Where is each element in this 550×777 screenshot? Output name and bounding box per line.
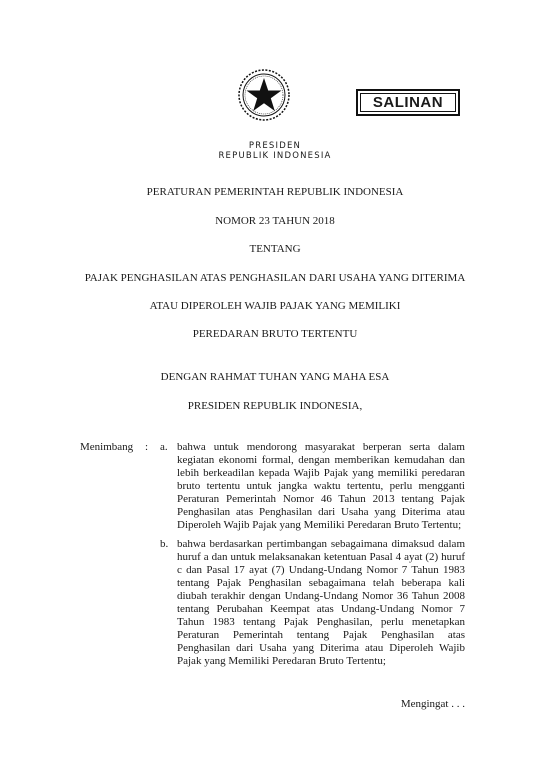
item-a-marker: a. [160, 441, 168, 453]
menimbang-colon: : [145, 441, 149, 453]
item-b-text: bahwa berdasarkan pertimbangan sebagaimana dimaksud dalam huruf a dan untuk melaksanakan ketentuan Pasal 4 ayat (2) huruf c dan Pasal 17 ayat (7) Undang-Undang Nomor 7 Tahun 1983 tentang Pajak Penghasilan sebagaimana telah beberapa kali diubah terakhir dengan Undang-Undang Nomor 36 Tahun 2008 tentang Perubahan Keempat atas Undang-Undang Nomor 7 Tahun 1983 tentang Pajak Penghasilan, perlu menetapkan Peraturan Pemerintah tentang Pajak Penghasilan atas Penghasilan dari Usaha yang Diterima atau Diperoleh Wajib Pajak yang Memiliki Peredaran Bruto Tertentu; [177, 538, 465, 667]
subject-line-2: ATAU DIPEROLEH WAJIB PAJAK YANG MEMILIKI [149, 300, 401, 312]
regulation-number: NOMOR 23 TAHUN 2018 [215, 215, 335, 227]
regulation-title: PERATURAN PEMERINTAH REPUBLIK INDONESIA [146, 186, 404, 198]
item-a-text: bahwa untuk mendorong masyarakat berperan serta dalam kegiatan ekonomi formal, dengan memberikan kemudahan dan lebih berkeadilan kepada Wajib Pajak yang memiliki peredaran bruto tertentu untuk jangka waktu tertentu, perlu mengganti Peraturan Pemerintah Nomor 46 Tahun 2013 tentang Pajak Penghasilan atas Penghasilan dari Usaha yang Diterima atau Diperoleh Wajib Pajak yang Memiliki Peredaran Bruto Tertentu; [177, 441, 465, 531]
next-page-catchword: Mengingat . . . [400, 698, 465, 710]
republik-indonesia-label: REPUBLIK INDONESIA [218, 151, 332, 161]
salinan-stamp [356, 89, 460, 116]
subject-line-3: PEREDARAN BRUTO TERTENTU [192, 328, 358, 340]
presiden-label: PRESIDEN [248, 141, 302, 151]
menimbang-label: Menimbang [80, 441, 134, 453]
subject-line-1: PAJAK PENGHASILAN ATAS PENGHASILAN DARI USAHA YANG DITERIMA [84, 272, 466, 284]
tentang-heading: TENTANG [249, 243, 301, 255]
item-b-marker: b. [160, 538, 169, 550]
salinan-stamp-text: SALINAN [372, 94, 444, 111]
garuda-star-emblem-icon [237, 68, 291, 122]
rahmat-statement: DENGAN RAHMAT TUHAN YANG MAHA ESA [160, 371, 390, 383]
president-heading: PRESIDEN REPUBLIK INDONESIA, [187, 400, 363, 412]
